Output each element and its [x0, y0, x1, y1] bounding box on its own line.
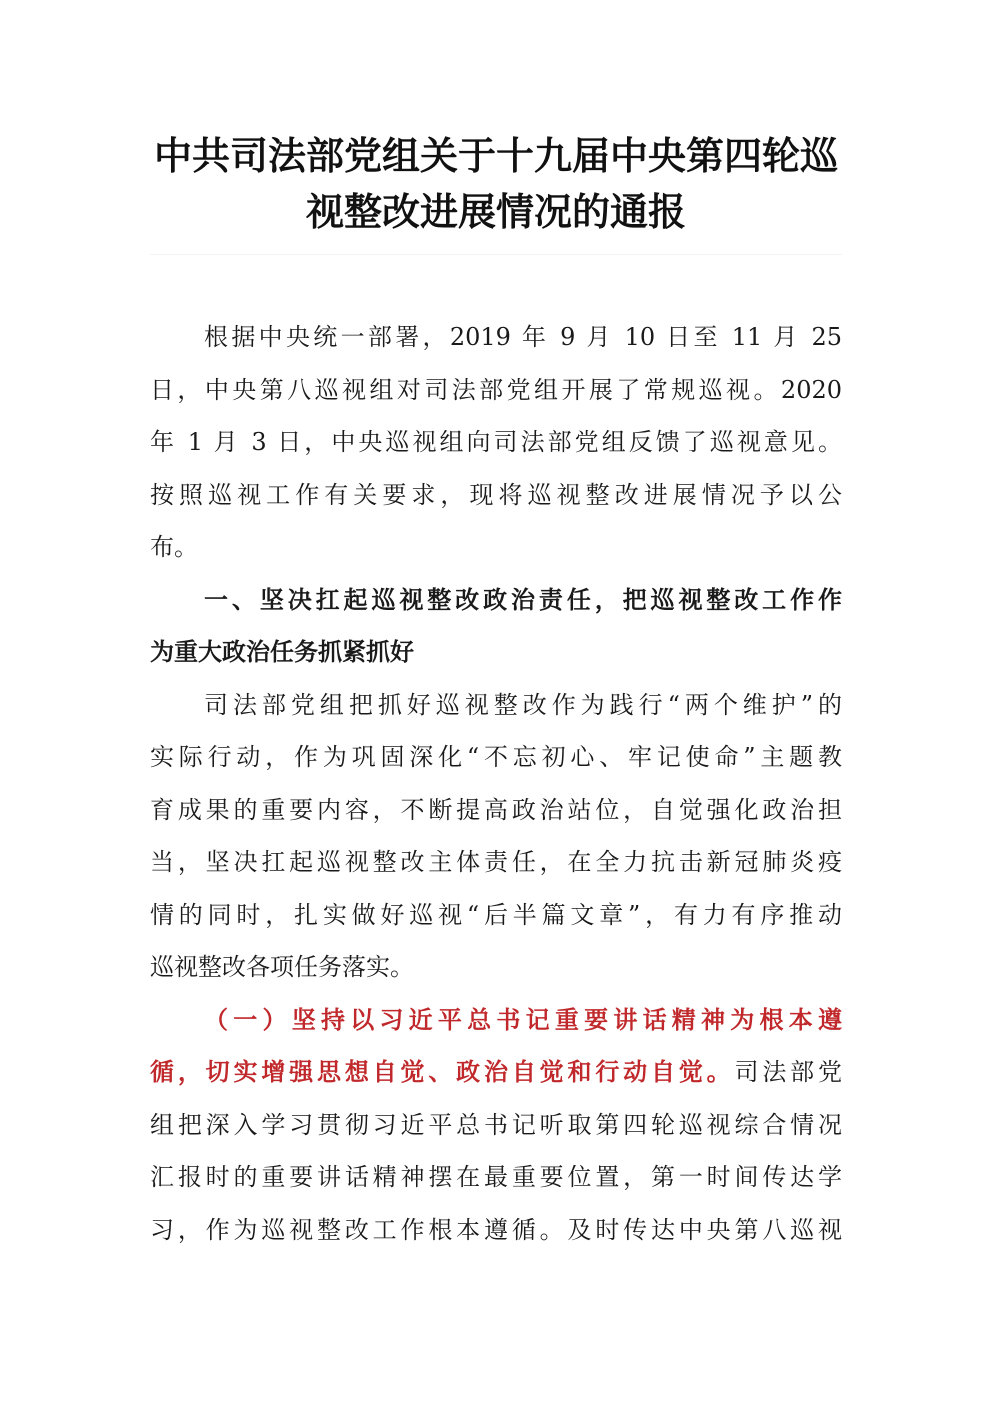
intro-line-5: 布。	[150, 533, 198, 561]
title-divider	[150, 254, 842, 255]
section-1-heading-line-2: 为重大政治任务抓紧抓好	[150, 637, 414, 666]
intro-line-3: 年 1 月 3 日，中央巡视组向司法部党组反馈了巡视意见。	[150, 428, 842, 456]
title-line-2: 视整改进展情况的通报	[305, 189, 686, 234]
subsection-1-body-line-1: 组把深入学习贯彻习近平总书记听取第四轮巡视综合情况	[150, 1110, 842, 1139]
title-line-1: 中共司法部党组关于十九届中央第四轮巡	[153, 133, 838, 178]
subsection-1-body-line-3: 习，作为巡视整改工作根本遵循。及时传达中央第八巡视	[150, 1215, 842, 1244]
section-1-body-line-3: 育成果的重要内容，不断提高政治站位，自觉强化政治担	[150, 795, 842, 824]
intro-line-2: 日，中央第八巡视组对司法部党组开展了常规巡视。2020	[150, 375, 842, 404]
section-1-body-line-2: 实际行动，作为巩固深化“不忘初心、牢记使命”主题教	[150, 743, 842, 771]
section-1-body-line-1: 司法部党组把抓好巡视整改作为践行“两个维护”的	[204, 690, 842, 719]
section-1-heading-line-1: 一、坚决扛起巡视整改政治责任，把巡视整改工作作	[204, 584, 842, 614]
subsection-1-heading-line-1: （一）坚持以习近平总书记重要讲话精神为根本遵	[204, 1004, 842, 1034]
intro-line-1: 根据中央统一部署，2019 年 9 月 10 日至 11 月 25	[204, 323, 842, 351]
subsection-1-body-line-2: 汇报时的重要讲话精神摆在最重要位置，第一时间传达学	[150, 1163, 842, 1191]
subsection-1-line-2	[150, 1046, 842, 1099]
document-title	[150, 128, 842, 240]
document-body	[150, 311, 842, 1256]
section-1-body-line-4: 当，坚决扛起巡视整改主体责任，在全力抗击新冠肺炎疫	[150, 848, 842, 876]
subsection-1-line-2-tail: 司法部党	[734, 1058, 842, 1086]
subsection-1-heading-line-2: 循，切实增强思想自觉、政治自觉和行动自觉。	[150, 1057, 735, 1086]
section-1-body-line-6: 巡视整改各项任务落实。	[150, 953, 414, 981]
intro-line-4: 按照巡视工作有关要求，现将巡视整改进展情况予以公	[150, 480, 842, 509]
section-1-body-line-5: 情的同时，扎实做好巡视“后半篇文章”，有力有序推动	[150, 900, 842, 929]
